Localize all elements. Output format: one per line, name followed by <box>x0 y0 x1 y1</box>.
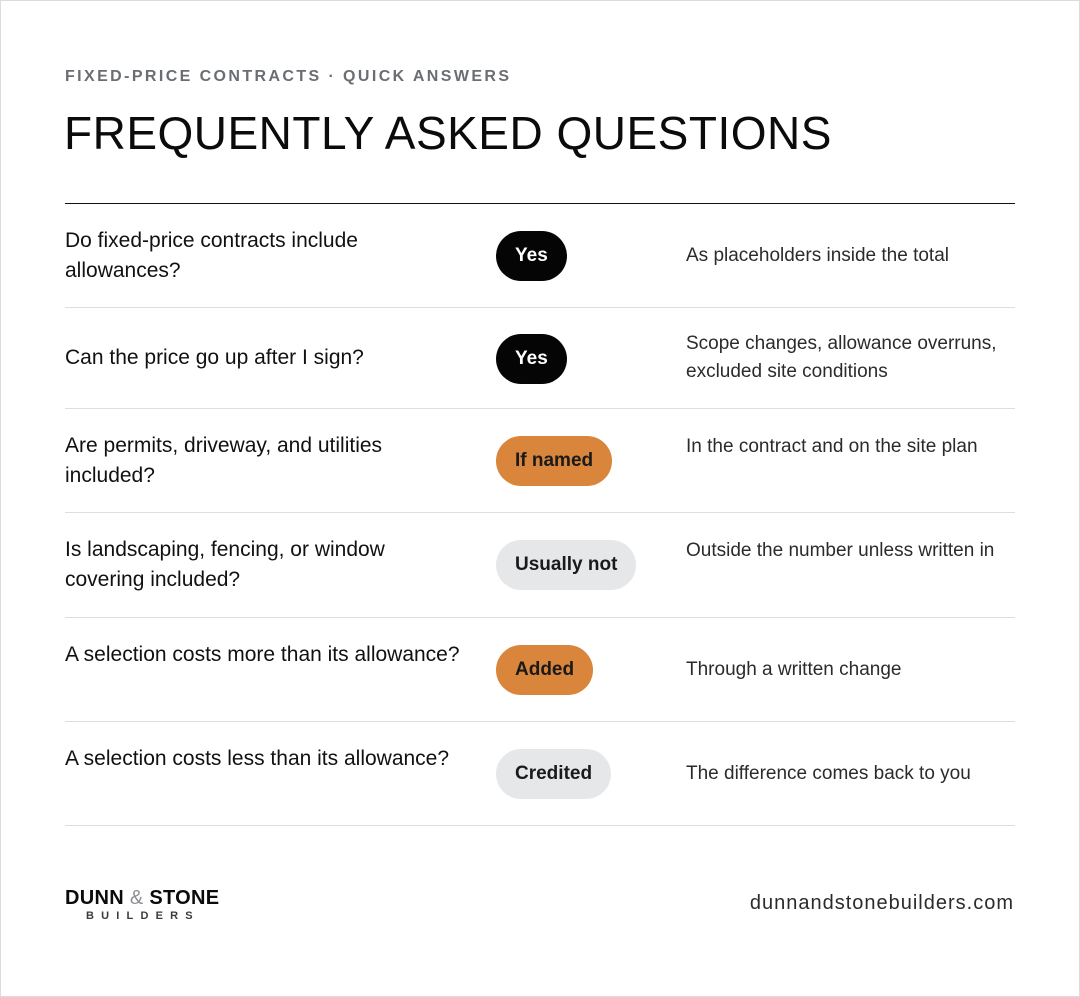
faq-row <box>65 722 1015 826</box>
faq-row <box>65 204 1015 308</box>
logo-ampersand: & <box>129 887 144 909</box>
faq-answer: Through a written change <box>686 659 902 680</box>
logo-word-dunn: DUNN <box>65 887 124 909</box>
faq-answer: As placeholders inside the total <box>686 245 949 266</box>
answer-badge: Added <box>496 645 593 695</box>
answer-badge: Usually not <box>496 540 636 590</box>
faq-question: Is landscaping, fencing, or window covering included? <box>65 538 385 591</box>
answer-badge: Credited <box>496 749 611 799</box>
answer-badge: Yes <box>496 334 567 384</box>
faq-row <box>65 409 1015 513</box>
logo-word-stone: STONE <box>149 887 220 909</box>
eyebrow-label: FIXED-PRICE CONTRACTS · QUICK ANSWERS <box>65 68 512 85</box>
faq-answer: The difference comes back to you <box>686 763 971 784</box>
company-logo <box>65 886 219 922</box>
faq-row <box>65 308 1015 409</box>
faq-row <box>65 513 1015 618</box>
answer-badge: If named <box>496 436 612 486</box>
faq-row <box>65 618 1015 722</box>
faq-question: A selection costs less than its allowance? <box>65 747 450 770</box>
faq-question: Are permits, driveway, and utilities included? <box>65 434 383 487</box>
faq-question: A selection costs more than its allowance? <box>65 643 460 666</box>
answer-badge: Yes <box>496 231 567 281</box>
logo-wordmark <box>65 886 219 910</box>
faq-answer: Outside the number unless written in <box>686 540 995 561</box>
page-title: FREQUENTLY ASKED QUESTIONS <box>64 107 832 159</box>
logo-subtitle: BUILDERS <box>86 910 200 922</box>
faq-answer: In the contract and on the site plan <box>686 436 978 457</box>
faq-table <box>65 203 1015 826</box>
faq-answer: Scope changes, allowance overruns, excluded site conditions <box>686 333 997 382</box>
faq-question: Can the price go up after I sign? <box>65 346 364 369</box>
website-link[interactable]: dunnandstonebuilders.com <box>749 892 1014 914</box>
faq-question: Do fixed-price contracts include allowances? <box>65 229 358 282</box>
